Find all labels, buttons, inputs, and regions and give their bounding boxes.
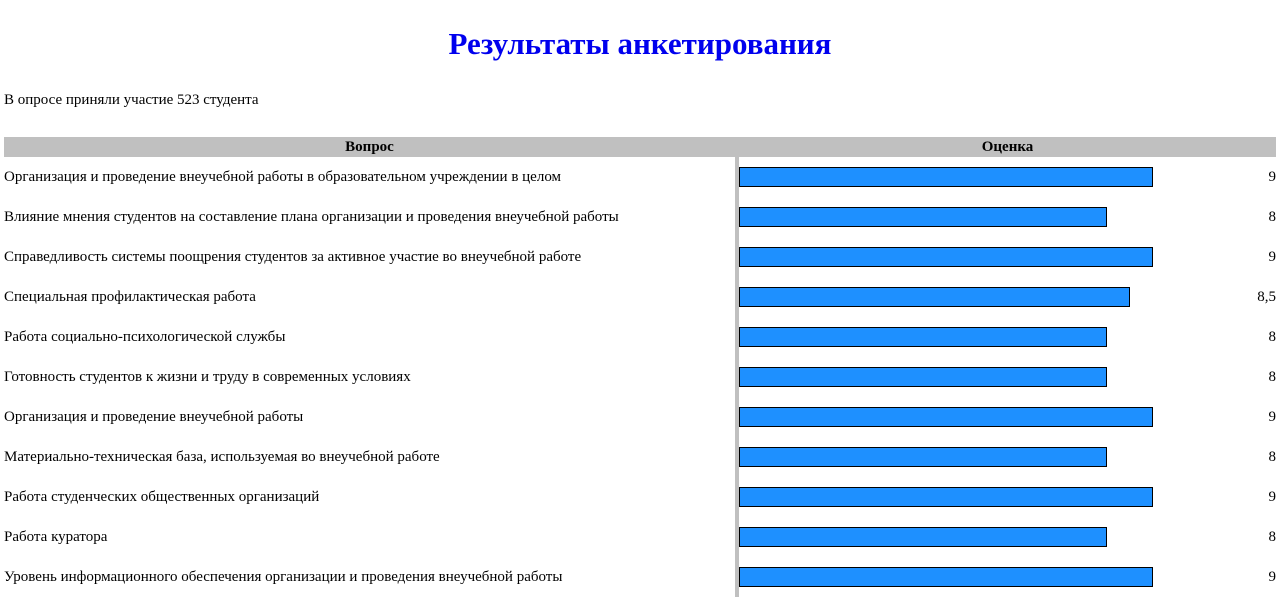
score-bar — [739, 567, 1153, 587]
question-label: Уровень информационного обеспечения организации и проведения внеучебной работы — [4, 569, 563, 585]
table-row — [4, 157, 1276, 197]
survey-participants-text: В опросе приняли участие 523 студента — [4, 92, 259, 108]
score-bar — [739, 287, 1130, 307]
bar-cell — [739, 197, 1219, 237]
question-label: Работа социально-психологической службы — [4, 329, 286, 345]
table-row — [4, 437, 1276, 477]
score-bar — [739, 167, 1153, 187]
score-bar — [739, 247, 1153, 267]
bar-cell — [739, 437, 1219, 477]
score-bar — [739, 207, 1107, 227]
question-label: Работа куратора — [4, 529, 108, 545]
question-label: Справедливость системы поощрения студентов за активное участие во внеучебной работе — [4, 249, 582, 265]
table-row — [4, 517, 1276, 557]
table-row — [4, 477, 1276, 517]
question-label: Специальная профилактическая работа — [4, 289, 256, 305]
page-title: Результаты анкетирования — [448, 26, 832, 61]
question-label: Готовность студентов к жизни и труду в современных условиях — [4, 369, 411, 385]
question-label: Работа студенческих общественных организаций — [4, 489, 320, 505]
question-label: Влияние мнения студентов на составление плана организации и проведения внеучебной работы — [4, 209, 619, 225]
table-row — [4, 317, 1276, 357]
score-value: 9 — [1268, 409, 1276, 425]
score-value: 8 — [1268, 329, 1276, 345]
score-bar — [739, 367, 1107, 387]
bar-cell — [739, 317, 1219, 357]
question-label: Материально-техническая база, используемая во внеучебной работе — [4, 449, 440, 465]
score-bar — [739, 527, 1107, 547]
bar-cell — [739, 557, 1219, 597]
bar-cell — [739, 357, 1219, 397]
table-row — [4, 237, 1276, 277]
bar-cell — [739, 157, 1219, 197]
results-body — [4, 157, 1276, 597]
bar-cell — [739, 277, 1219, 317]
question-label: Организация и проведение внеучебной работы — [4, 409, 304, 425]
score-value: 8 — [1268, 369, 1276, 385]
bar-cell — [739, 237, 1219, 277]
table-row — [4, 357, 1276, 397]
score-value: 9 — [1268, 249, 1276, 265]
score-column-header: Оценка — [739, 137, 1276, 157]
score-bar — [739, 407, 1153, 427]
score-value: 8 — [1268, 449, 1276, 465]
table-row — [4, 397, 1276, 437]
score-bar — [739, 447, 1107, 467]
score-bar — [739, 327, 1107, 347]
table-header-row — [4, 137, 1276, 157]
bar-cell — [739, 477, 1219, 517]
bar-cell — [739, 517, 1219, 557]
score-value: 9 — [1268, 169, 1276, 185]
question-label: Организация и проведение внеучебной работы в образовательном учреждении в целом — [4, 169, 562, 185]
bar-cell — [739, 397, 1219, 437]
score-bar — [739, 487, 1153, 507]
table-row — [4, 197, 1276, 237]
table-row — [4, 277, 1276, 317]
table-row — [4, 557, 1276, 597]
results-table — [4, 137, 1276, 597]
question-column-header: Вопрос — [4, 137, 735, 157]
score-value: 8 — [1268, 209, 1276, 225]
score-value: 9 — [1268, 569, 1276, 585]
score-value: 8 — [1268, 529, 1276, 545]
score-value: 8,5 — [1257, 289, 1276, 305]
score-value: 9 — [1268, 489, 1276, 505]
